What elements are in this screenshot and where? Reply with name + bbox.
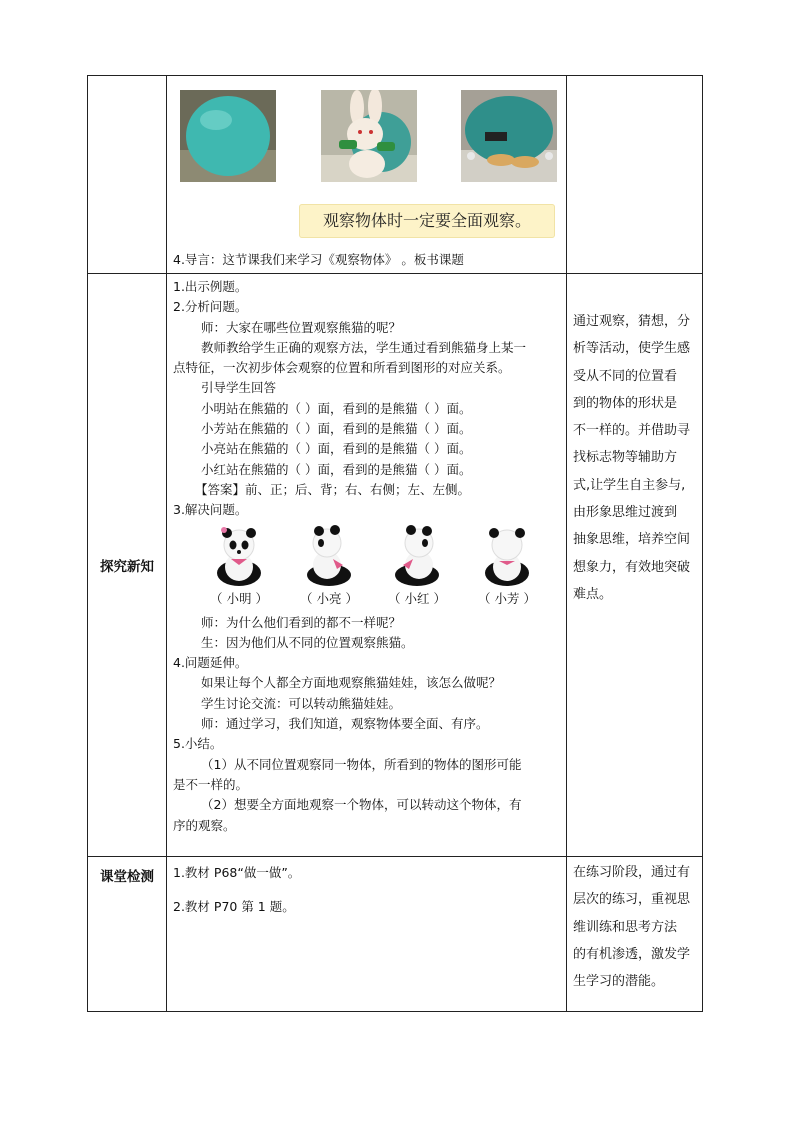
text-line: 2.分析问题。 bbox=[173, 299, 248, 315]
exercise-item: 2.教材 P70 第 1 题。 bbox=[173, 899, 295, 915]
text-line: 引导学生回答 bbox=[201, 380, 277, 396]
text-line: 4.问题延伸。 bbox=[173, 655, 248, 671]
panda-label: （ 小明 ） bbox=[210, 590, 268, 606]
explore-content-cell bbox=[167, 274, 567, 857]
intro-text: 4.导言：这节课我们来学习《观察物体》 。板书课题 bbox=[173, 252, 464, 267]
side-line: 到的物体的形状是 bbox=[573, 395, 678, 411]
table-row-explore bbox=[88, 274, 703, 857]
observation-banner: 观察物体时一定要全面观察。 bbox=[299, 204, 555, 238]
check-side-cell bbox=[567, 857, 703, 1012]
text-line: 师：为什么他们看到的都不一样呢？ bbox=[201, 614, 402, 630]
text-line: 生：因为他们从不同的位置观察熊猫。 bbox=[201, 634, 414, 650]
side-line: 通过观察，猜想，分 bbox=[573, 314, 691, 329]
text-line: 师：通过学习，我们知道，观察物体要全面、有序。 bbox=[201, 716, 489, 732]
explore-side-cell bbox=[567, 274, 703, 857]
side-line: 在练习阶段，通过有 bbox=[573, 865, 691, 880]
text-line: 如果让每个人都全方面地观察熊猫娃娃，该怎么做呢？ bbox=[201, 675, 502, 691]
intro-content-cell bbox=[167, 76, 567, 274]
exercise-item: 1.教材 P68“做一做”。 bbox=[173, 865, 301, 880]
text-line: （1）从不同位置观察同一物体，所看到的物体的图形可能 bbox=[201, 756, 522, 772]
side-line: 不一样的。并借助寻 bbox=[573, 423, 691, 439]
table-row-check bbox=[88, 857, 703, 1012]
section-label-check: 课堂检测 bbox=[88, 857, 167, 1012]
explore-body bbox=[167, 274, 566, 836]
turtle-photo bbox=[461, 90, 557, 182]
text-line: 小亮站在熊猫的（ ）面，看到的是熊猫（ ）面。 bbox=[201, 441, 472, 457]
panda-side-image bbox=[387, 525, 447, 587]
text-line: 师：大家在哪些位置观察熊猫的呢？ bbox=[201, 319, 402, 335]
text-line: 【答案】前、正；后、背；右、右侧；左、左侧。 bbox=[195, 481, 471, 497]
text-line: 5.小结。 bbox=[173, 736, 223, 752]
panda-label: （ 小亮 ） bbox=[300, 590, 358, 606]
side-line: 难点。 bbox=[573, 586, 613, 602]
text-line: 1.出示例题。 bbox=[173, 279, 248, 294]
side-line: 受从不同的位置看 bbox=[573, 368, 678, 384]
text-line: 序的观察。 bbox=[173, 817, 236, 833]
panda-label: （ 小芳 ） bbox=[478, 590, 536, 606]
ball-photo bbox=[180, 90, 276, 182]
side-line: 找标志物等辅助方 bbox=[573, 450, 678, 466]
lesson-plan-table bbox=[87, 75, 703, 1012]
text-line: 小芳站在熊猫的（ ）面，看到的是熊猫（ ）面。 bbox=[201, 421, 472, 437]
empty-side-cell bbox=[567, 76, 703, 274]
check-body bbox=[167, 857, 566, 918]
text-line: 是不一样的。 bbox=[173, 776, 249, 792]
text-line: 点特征，一次初步体会观察的位置和所看到图形的对应关系。 bbox=[173, 360, 511, 376]
text-line: 学生讨论交流：可以转动熊猫娃娃。 bbox=[201, 695, 402, 711]
side-line: 层次的练习，重视思 bbox=[573, 892, 691, 908]
table-row-intro bbox=[88, 76, 703, 274]
check-side-text bbox=[567, 857, 702, 995]
side-line: 析等活动，使学生感 bbox=[573, 341, 691, 357]
side-line: 式,让学生自主参与, bbox=[573, 477, 686, 493]
side-line: 生学习的潜能。 bbox=[573, 974, 665, 990]
side-line: 想象力，有效地突破 bbox=[573, 559, 691, 575]
rabbit-photo bbox=[321, 90, 417, 182]
explore-side-text bbox=[567, 274, 702, 608]
text-line: 教师教给学生正确的观察方法，学生通过看到熊猫身上某一 bbox=[201, 339, 527, 355]
panda-images-row bbox=[173, 521, 560, 613]
text-line: 小明站在熊猫的（ ）面，看到的是熊猫（ ）面。 bbox=[201, 400, 472, 416]
panda-back-image bbox=[477, 525, 537, 587]
text-line: 小红站在熊猫的（ ）面，看到的是熊猫（ ）面。 bbox=[201, 461, 472, 477]
text-line: 3.解决问题。 bbox=[173, 502, 248, 518]
side-line: 由形象思维过渡到 bbox=[573, 505, 678, 521]
check-content-cell bbox=[167, 857, 567, 1012]
panda-side-image bbox=[299, 525, 359, 587]
side-line: 维训练和思考方法 bbox=[573, 919, 678, 935]
side-line: 抽象思维，培养空间 bbox=[573, 532, 691, 548]
side-line: 的有机渗透，激发学 bbox=[573, 946, 691, 962]
section-label-explore: 探究新知 bbox=[88, 274, 167, 857]
empty-label-cell bbox=[88, 76, 167, 274]
text-line: （2）想要全方面地观察一个物体，可以转动这个物体，有 bbox=[201, 797, 522, 813]
panda-label: （ 小红 ） bbox=[388, 590, 446, 606]
panda-front-image bbox=[209, 525, 269, 587]
